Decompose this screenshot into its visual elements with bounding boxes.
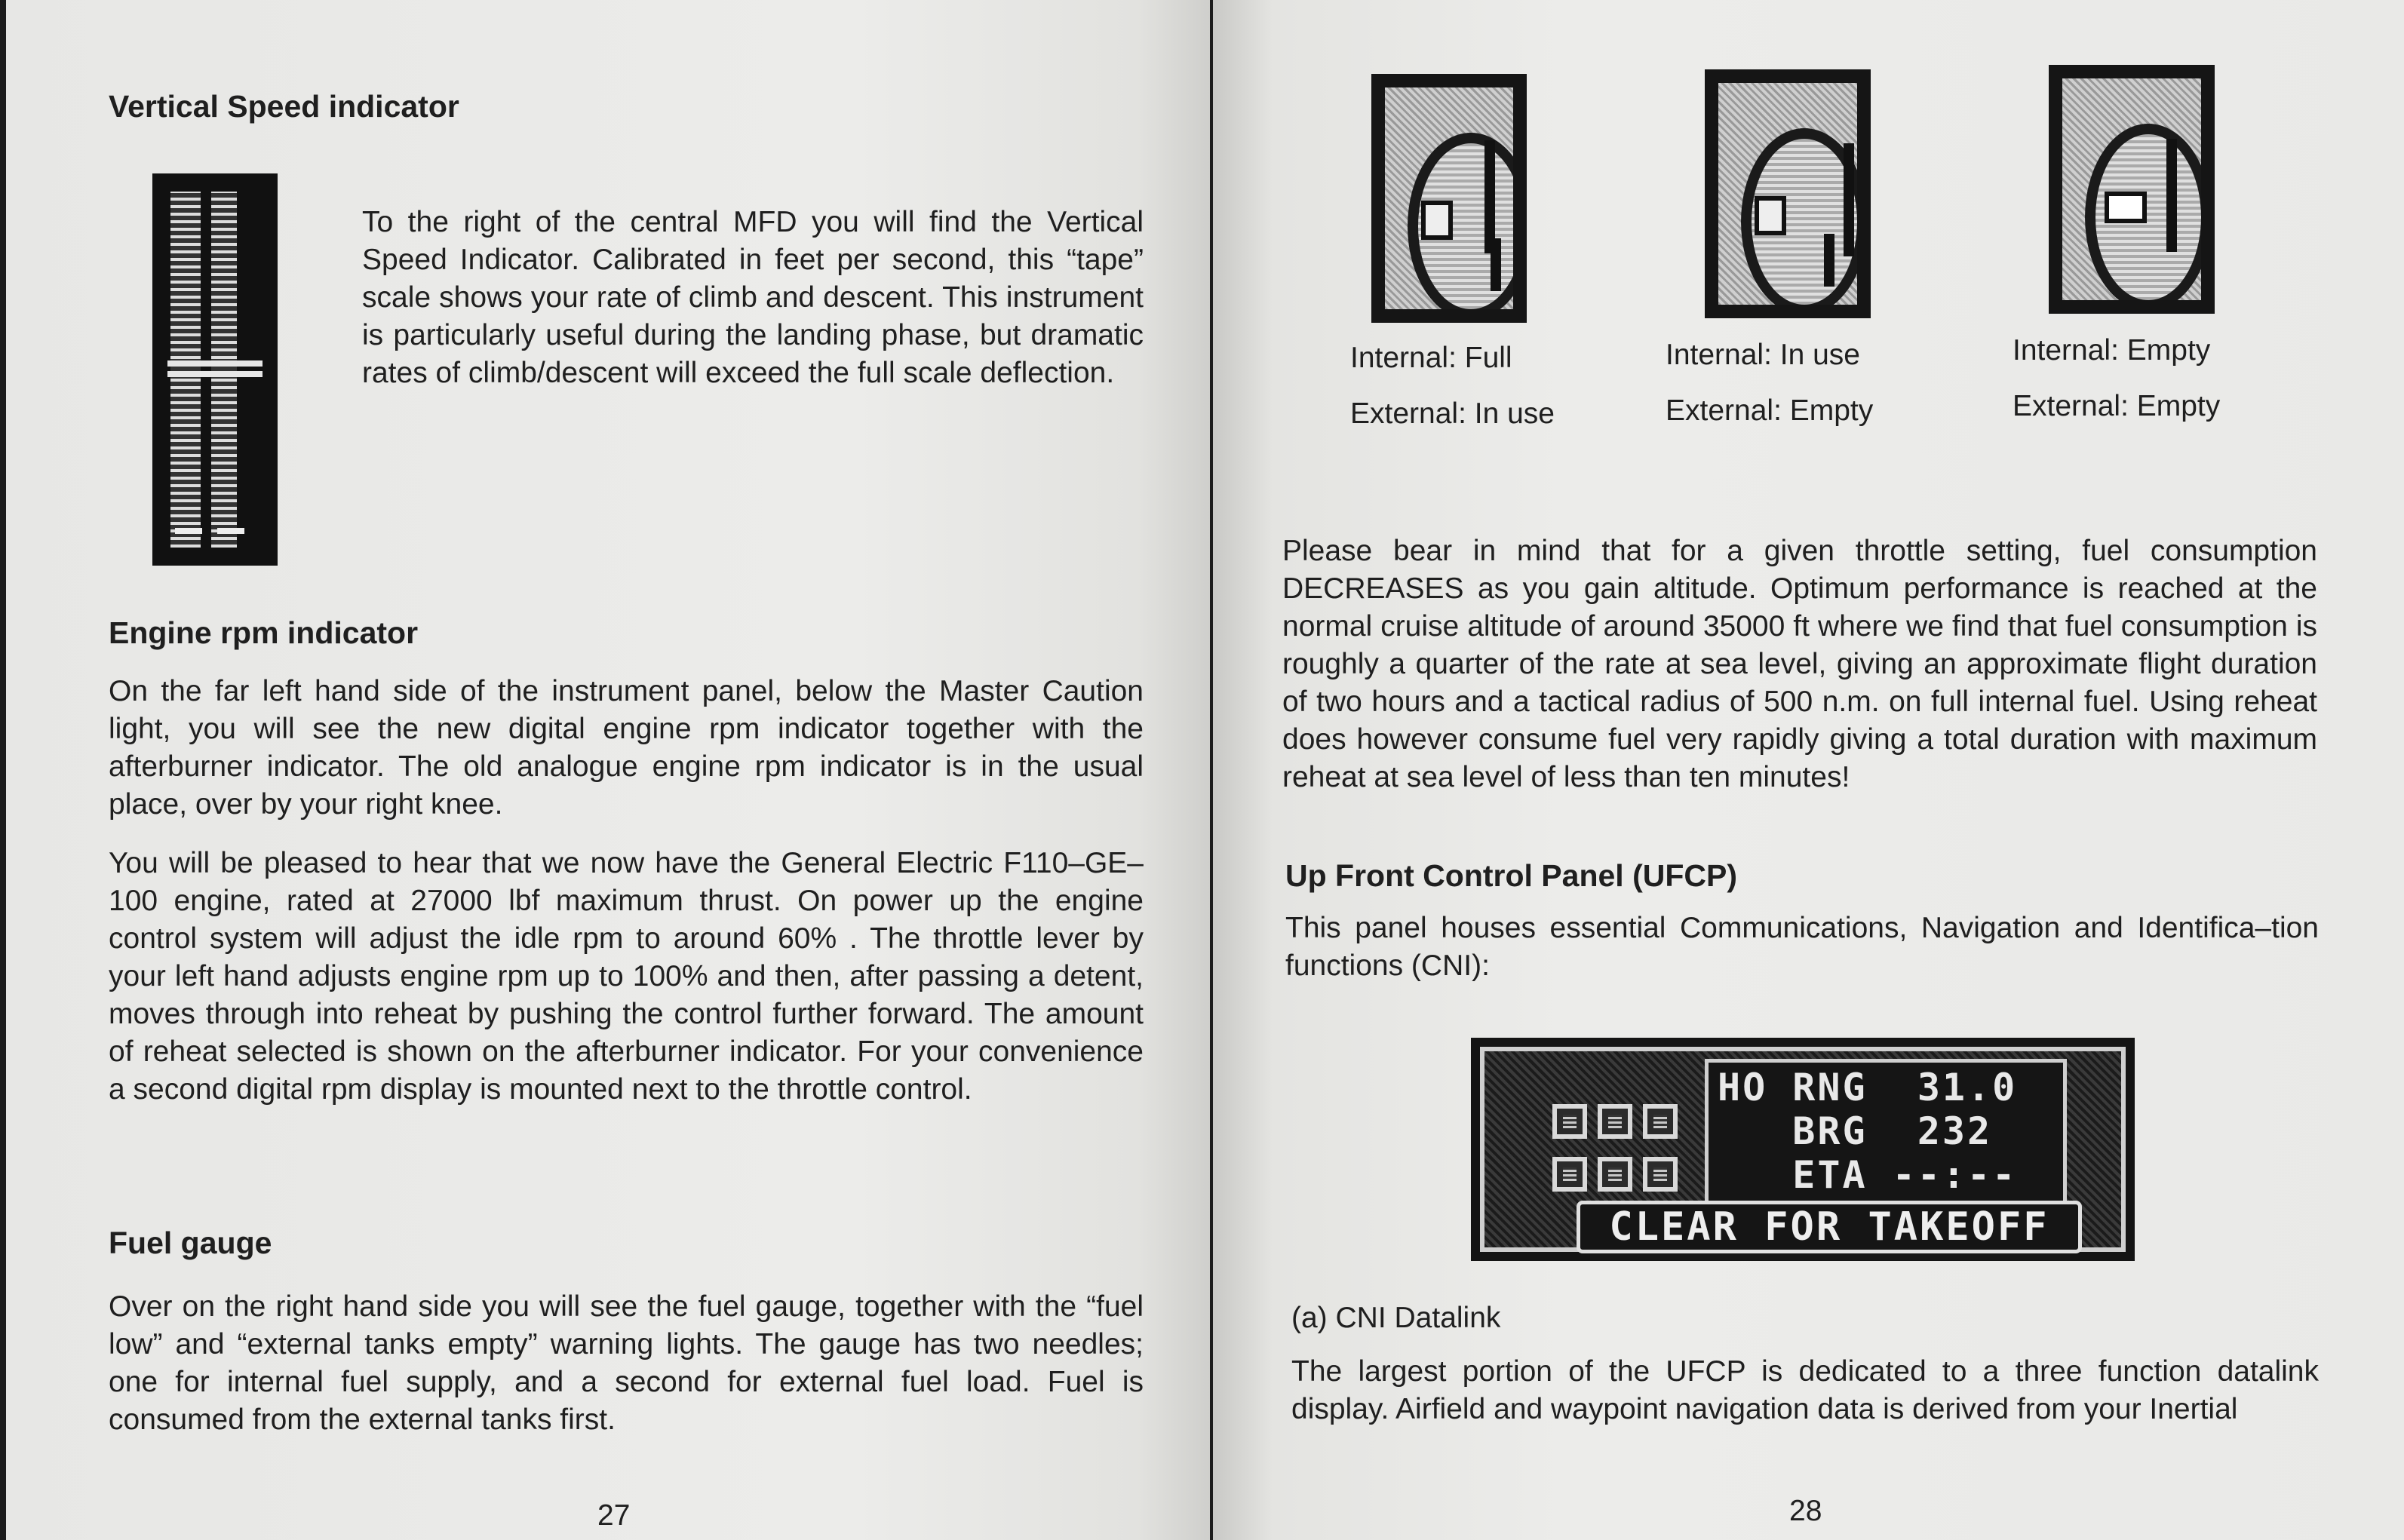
datalink-row-2: BRG 232 xyxy=(1718,1109,1993,1153)
page-number: 27 xyxy=(597,1499,631,1532)
datalink-row-3: ETA --:-- xyxy=(1718,1153,2018,1197)
ufcp-key-icon xyxy=(1552,1157,1587,1192)
gauge-2-caption xyxy=(1666,336,1873,430)
right-page xyxy=(1213,0,2404,1540)
gauge-1-caption xyxy=(1350,339,1555,433)
fuel-consumption-note: Please bear in mind that for a given throttle setting, fuel consumption DECREASES as you gain altitude. Optimum performance is reached at the normal cruise altitude of around 35000 ft where we find that fuel consumption is roughly a quarter of the rate at sea level, giving an approximate flight duration of two hours and a tactical radius of 500 n.m. on full internal fuel. Using reheat does however consume fuel very rapidly giving a total duration with maximum reheat at sea level of less than ten minutes! xyxy=(1282,535,2317,793)
ufcp-key-icon xyxy=(1552,1104,1587,1139)
rpm-heading: Engine rpm indicator xyxy=(109,615,419,650)
left-page xyxy=(6,0,1210,1540)
gauge-3-internal: Internal: Empty xyxy=(2013,334,2211,367)
vsi-heading: Vertical Speed indicator xyxy=(109,89,459,124)
gauge-1-internal: Internal: Full xyxy=(1350,342,1512,374)
gauge-3-caption xyxy=(2013,332,2220,425)
gauge-2-internal: Internal: In use xyxy=(1666,339,1860,371)
datalink-screen xyxy=(1705,1059,2067,1210)
fuel-gauge-empty-icon xyxy=(2049,65,2215,314)
fuel-heading: Fuel gauge xyxy=(109,1226,272,1260)
rpm-paragraph-2: You will be pleased to hear that we now have the General Electric F110–GE–100 engine, rated at 27000 lbf maximum thrust. On power up the engine control system will adjust the idle rpm to around 60% . The throttle lever by your left hand adjusts engine rpm up to 100% and then, after passing a detent, moves through into reheat by pushing the control further forward. The amount of reheat selected is shown on the afterburner indicator. For your convenience a second digital rpm display is mounted next to the throttle control. xyxy=(109,847,1144,1106)
ufcp-key-icon xyxy=(1643,1104,1678,1139)
gauge-3-external: External: Empty xyxy=(2013,390,2221,422)
fuel-gauge-full-icon xyxy=(1371,74,1527,323)
page-number: 28 xyxy=(1789,1495,1822,1527)
gauge-2-external: External: Empty xyxy=(1666,394,1874,427)
scratchpad-display: CLEAR FOR TAKEOFF xyxy=(1577,1201,2082,1253)
fuel-description: Over on the right hand side you will see the fuel gauge, together with the “fuel low” and “external tanks empty” warning lights. The gauge has two needles; one for internal fuel supply, and a second for external fuel load. Fuel is consumed from the external tanks first. xyxy=(109,1290,1144,1436)
datalink-caption: (a) CNI Datalink xyxy=(1291,1302,1501,1334)
rpm-paragraph-1: On the far left hand side of the instrument panel, below the Master Caution light, you will see the new digital engine rpm indicator together with the afterburner indicator. The old analogue engine rpm indicator is in the usual place, over by your right knee. xyxy=(109,675,1144,821)
ufcp-display-icon xyxy=(1471,1038,2135,1261)
ufcp-key-icon xyxy=(1598,1104,1632,1139)
vsi-description: To the right of the central MFD you will find the Vertical Speed Indicator. Calibrated in feet per second, this “tape” scale shows your rate of climb and descent. This instrument is particularly useful during the landing phase, but dramatic rates of climb/descent will exceed the full scale deflection. xyxy=(362,206,1144,389)
ufcp-heading: Up Front Control Panel (UFCP) xyxy=(1285,858,1738,893)
datalink-description: The largest portion of the UFCP is dedicated to a three function datalink display. Airfield and waypoint navigation data is derived from your Inertial xyxy=(1291,1355,2319,1425)
gauge-1-external: External: In use xyxy=(1350,397,1555,430)
ufcp-key-icon xyxy=(1598,1157,1632,1192)
fuel-gauge-in-use-icon xyxy=(1705,69,1871,318)
datalink-row-1: HO RNG 31.0 xyxy=(1718,1066,2018,1109)
ufcp-key-icon xyxy=(1643,1157,1678,1192)
ufcp-description: This panel houses essential Communications, Navigation and Identifica–tion functions (CNI): xyxy=(1285,912,2319,982)
vertical-speed-tape-icon xyxy=(152,173,278,566)
